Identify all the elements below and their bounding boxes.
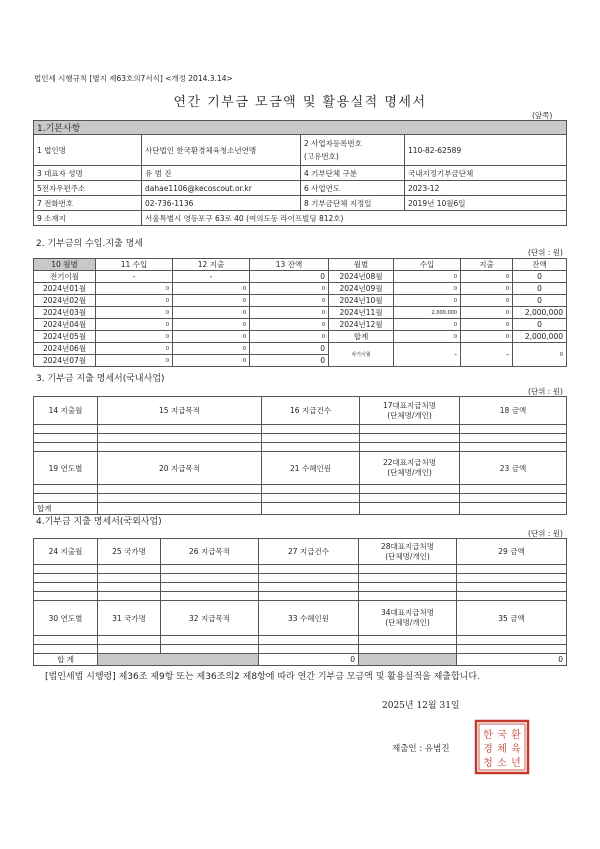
document-title: 연간 기부금 모금액 및 활용실적 명세서 xyxy=(173,95,427,110)
label-biz-number: 2 사업자등록번호 (고유번호) xyxy=(301,135,405,166)
hdr-expense-r: 지출 xyxy=(461,259,513,271)
domestic-table xyxy=(33,396,567,515)
hdr-beneficiaries-o: 33 수혜인원 xyxy=(259,601,359,636)
income-unit: (단위 : 원) xyxy=(528,248,563,257)
empty-cell xyxy=(360,485,460,494)
overseas-total-label: 합 계 xyxy=(34,654,98,666)
table-row: 2024년05월 xyxy=(34,331,96,343)
empty-cell xyxy=(460,503,567,515)
empty-cell xyxy=(262,485,360,494)
hdr-recipient-o2: 34대표지급처명 (단체명/개인) xyxy=(359,601,457,636)
gray-cell xyxy=(359,654,457,666)
empty-cell xyxy=(34,574,98,583)
form-reference: 법인세 시행규칙 [별지 제63호의7서식] <개정 2014.3.14> xyxy=(34,74,233,83)
cell: 0 xyxy=(461,331,513,343)
cell: 0 xyxy=(96,295,173,307)
submission-notice: [법인세법 시행령] 제36조 제9항 또는 제36조의2 제8항에 따라 연간 기부금 모금액 및 활용실적을 제출합니다. xyxy=(45,672,480,682)
empty-cell xyxy=(457,565,567,574)
svg-text:체: 체 xyxy=(497,744,507,755)
cell: 0 xyxy=(250,355,329,367)
empty-cell xyxy=(457,592,567,601)
empty-cell xyxy=(360,503,460,515)
empty-cell xyxy=(34,592,98,601)
empty-cell xyxy=(98,503,262,515)
cell: 0 xyxy=(173,295,250,307)
table-row: 전기이월 xyxy=(34,271,96,283)
basic-section-title: 1.기본사항 xyxy=(34,121,567,135)
overseas-total-count: 0 xyxy=(259,654,359,666)
domestic-unit: (단위 : 원) xyxy=(528,387,563,396)
hdr-amount-2: 23 금액 xyxy=(460,452,567,485)
label-fiscal-year: 6 사업연도 xyxy=(301,181,405,196)
cell: - xyxy=(173,271,250,283)
hdr-purpose-o: 26 지급목적 xyxy=(161,539,259,565)
hdr-country-2: 31 국가명 xyxy=(98,601,161,636)
empty-cell xyxy=(34,434,98,443)
label-address: 9 소재지 xyxy=(34,211,142,226)
hdr-expense-month-o: 24 지출월 xyxy=(34,539,98,565)
hdr-purpose-o2: 32 지급목적 xyxy=(161,601,259,636)
value-email: dahae1106@kecoscout.or.kr xyxy=(142,181,301,196)
hdr-recipient-o: 28대표지급처명 (단체명/개인) xyxy=(359,539,457,565)
empty-cell xyxy=(359,583,457,592)
empty-cell xyxy=(161,574,259,583)
empty-cell xyxy=(34,443,98,452)
hdr-count: 16 지급건수 xyxy=(262,397,360,425)
svg-text:환: 환 xyxy=(511,730,521,741)
empty-cell xyxy=(161,592,259,601)
empty-cell xyxy=(460,485,567,494)
cell: 0 xyxy=(96,331,173,343)
cell: 0 xyxy=(461,295,513,307)
empty-cell xyxy=(460,425,567,434)
hdr-income-r: 수입 xyxy=(394,259,461,271)
hdr-purpose: 15 지급목적 xyxy=(98,397,262,425)
cell: 2,000,000 xyxy=(513,331,567,343)
income-section-title: 2. 기부금의 수입.지출 명세 xyxy=(36,239,143,249)
value-corp-name: 사단법인 한국환경체육청소년연맹 xyxy=(142,135,301,166)
cell: 0 xyxy=(461,283,513,295)
cell: 0 xyxy=(250,307,329,319)
empty-cell xyxy=(262,434,360,443)
empty-cell xyxy=(457,574,567,583)
cell: 0 xyxy=(394,271,461,283)
empty-cell xyxy=(259,565,359,574)
submitter-name: 제출인 : 유범진 xyxy=(392,744,450,754)
gray-cell xyxy=(98,654,259,666)
cell: 0 xyxy=(250,283,329,295)
empty-cell xyxy=(460,443,567,452)
empty-cell xyxy=(259,574,359,583)
empty-cell xyxy=(262,443,360,452)
svg-text:소: 소 xyxy=(497,758,507,769)
cell: 0 xyxy=(250,343,329,355)
overseas-section-title: 4.기부금 지출 명세서(국외사업) xyxy=(36,517,162,527)
hdr-amount-o2: 35 금액 xyxy=(457,601,567,636)
cell: 0 xyxy=(250,271,329,283)
table-row: 2024년09월 xyxy=(329,283,394,295)
empty-cell xyxy=(34,485,98,494)
hdr-balance: 13 잔액 xyxy=(250,259,329,271)
empty-cell xyxy=(34,636,98,645)
cell: 0 xyxy=(173,319,250,331)
empty-cell xyxy=(359,565,457,574)
empty-cell xyxy=(457,645,567,654)
empty-cell xyxy=(262,503,360,515)
empty-cell xyxy=(457,583,567,592)
value-fiscal-year: 2023-12 xyxy=(405,181,567,196)
empty-cell xyxy=(98,592,161,601)
hdr-month: 10 월별 xyxy=(34,259,96,271)
cell: 0 xyxy=(513,343,567,367)
table-row: 2024년01월 xyxy=(34,283,96,295)
hdr-amount: 18 금액 xyxy=(460,397,567,425)
empty-cell xyxy=(359,636,457,645)
table-row: 2024년07월 xyxy=(34,355,96,367)
empty-cell xyxy=(34,645,98,654)
cell: 0 xyxy=(513,271,567,283)
cell: 0 xyxy=(96,307,173,319)
svg-text:국: 국 xyxy=(497,730,507,741)
cell: 0 xyxy=(461,307,513,319)
submission-date: 2025년 12월 31일 xyxy=(382,701,460,711)
svg-text:한: 한 xyxy=(483,730,493,741)
overseas-total-amount: 0 xyxy=(457,654,567,666)
empty-cell xyxy=(34,425,98,434)
cell: 0 xyxy=(96,343,173,355)
hdr-expense: 12 지출 xyxy=(173,259,250,271)
hdr-recipient: 17대표지급처명 (단체명/개인) xyxy=(360,397,460,425)
empty-cell xyxy=(161,645,259,654)
hdr-balance-r: 잔액 xyxy=(513,259,567,271)
empty-cell xyxy=(98,565,161,574)
cell: - xyxy=(461,343,513,367)
svg-text:청: 청 xyxy=(483,758,493,769)
cell: 0 xyxy=(394,319,461,331)
cell: - xyxy=(394,343,461,367)
empty-cell xyxy=(98,485,262,494)
table-row: 2024년12월 xyxy=(329,319,394,331)
empty-cell xyxy=(262,494,360,503)
cell: 0 xyxy=(513,283,567,295)
cell: 2,000,000 xyxy=(513,307,567,319)
table-row: 2024년06월 xyxy=(34,343,96,355)
empty-cell xyxy=(259,583,359,592)
empty-cell xyxy=(98,494,262,503)
cell: 0 xyxy=(513,295,567,307)
cell: 0 xyxy=(173,355,250,367)
empty-cell xyxy=(98,583,161,592)
empty-cell xyxy=(360,443,460,452)
value-address: 서울특별시 영등포구 63로 40 (여의도동 라이프빌딩 812호) xyxy=(142,211,567,226)
empty-cell xyxy=(34,565,98,574)
hdr-recipient-2: 22대표지급처명 (단체명/개인) xyxy=(360,452,460,485)
cell: 0 xyxy=(173,331,250,343)
empty-cell xyxy=(98,425,262,434)
empty-cell xyxy=(34,583,98,592)
overseas-table xyxy=(33,538,567,666)
empty-cell xyxy=(34,494,98,503)
empty-cell xyxy=(161,636,259,645)
official-seal xyxy=(474,719,530,775)
empty-cell xyxy=(460,434,567,443)
empty-cell xyxy=(360,494,460,503)
cell: 0 xyxy=(173,283,250,295)
total-row: 합계 xyxy=(329,331,394,343)
empty-cell xyxy=(98,645,161,654)
svg-text:년: 년 xyxy=(511,758,521,769)
cell: 0 xyxy=(394,331,461,343)
table-row: 2024년11월 xyxy=(329,307,394,319)
empty-cell xyxy=(259,592,359,601)
cell: 0 xyxy=(461,271,513,283)
label-designation-date: 8 기부금단체 지정일 xyxy=(301,196,405,211)
empty-cell xyxy=(360,425,460,434)
hdr-income: 11 수입 xyxy=(96,259,173,271)
table-row: 2024년10월 xyxy=(329,295,394,307)
income-table xyxy=(33,258,567,367)
empty-cell xyxy=(360,434,460,443)
overseas-unit: (단위 : 원) xyxy=(528,529,563,538)
table-row: 2024년08월 xyxy=(329,271,394,283)
hdr-month-r: 월별 xyxy=(329,259,394,271)
empty-cell xyxy=(359,592,457,601)
value-phone: 02-736-1136 xyxy=(142,196,301,211)
label-phone: 7 전화번호 xyxy=(34,196,142,211)
hdr-count-o: 27 지급건수 xyxy=(259,539,359,565)
cell: 0 xyxy=(96,355,173,367)
domestic-total-label: 합계 xyxy=(34,503,98,515)
svg-text:육: 육 xyxy=(511,744,521,755)
hdr-beneficiaries: 21 수혜인원 xyxy=(262,452,360,485)
hdr-year: 19 연도별 xyxy=(34,452,98,485)
label-rep-name: 3 대표자 성명 xyxy=(34,166,142,181)
cell: 2,000,000 xyxy=(394,307,461,319)
cell: 0 xyxy=(250,319,329,331)
hdr-amount-o: 29 금액 xyxy=(457,539,567,565)
cell: 0 xyxy=(173,307,250,319)
empty-cell xyxy=(98,434,262,443)
empty-cell xyxy=(161,565,259,574)
carry-forward-label: 차기이월 xyxy=(329,343,394,367)
page-side-label: (앞쪽) xyxy=(532,111,553,120)
value-rep-name: 유 범 진 xyxy=(142,166,301,181)
cell: 0 xyxy=(394,283,461,295)
label-org-type: 4 기부단체 구분 xyxy=(301,166,405,181)
cell: 0 xyxy=(394,295,461,307)
cell: 0 xyxy=(96,319,173,331)
hdr-country: 25 국가명 xyxy=(98,539,161,565)
empty-cell xyxy=(98,636,161,645)
hdr-expense-month: 14 지출월 xyxy=(34,397,98,425)
svg-text:경: 경 xyxy=(483,744,493,755)
empty-cell xyxy=(259,645,359,654)
empty-cell xyxy=(98,443,262,452)
value-designation-date: 2019년 10월6일 xyxy=(405,196,567,211)
empty-cell xyxy=(457,636,567,645)
value-biz-number: 110-82-62589 xyxy=(405,135,567,166)
hdr-purpose-2: 20 지급목적 xyxy=(98,452,262,485)
cell: 0 xyxy=(173,343,250,355)
empty-cell xyxy=(262,425,360,434)
empty-cell xyxy=(460,494,567,503)
label-email: 5전자우편주소 xyxy=(34,181,142,196)
table-row: 2024년02월 xyxy=(34,295,96,307)
cell: 0 xyxy=(96,283,173,295)
cell: 0 xyxy=(250,295,329,307)
empty-cell xyxy=(359,645,457,654)
hdr-year-o: 30 연도별 xyxy=(34,601,98,636)
cell: 0 xyxy=(250,331,329,343)
label-corp-name: 1 법인명 xyxy=(34,135,142,166)
table-row: 2024년03월 xyxy=(34,307,96,319)
cell: 0 xyxy=(461,319,513,331)
empty-cell xyxy=(259,636,359,645)
cell: - xyxy=(96,271,173,283)
domestic-section-title: 3. 기부금 지출 명세서(국내사업) xyxy=(36,374,165,384)
empty-cell xyxy=(161,583,259,592)
table-row: 2024년04월 xyxy=(34,319,96,331)
basic-info-table xyxy=(33,120,567,226)
empty-cell xyxy=(359,574,457,583)
cell: 0 xyxy=(513,319,567,331)
empty-cell xyxy=(98,574,161,583)
value-org-type: 국내지정기부금단체 xyxy=(405,166,567,181)
